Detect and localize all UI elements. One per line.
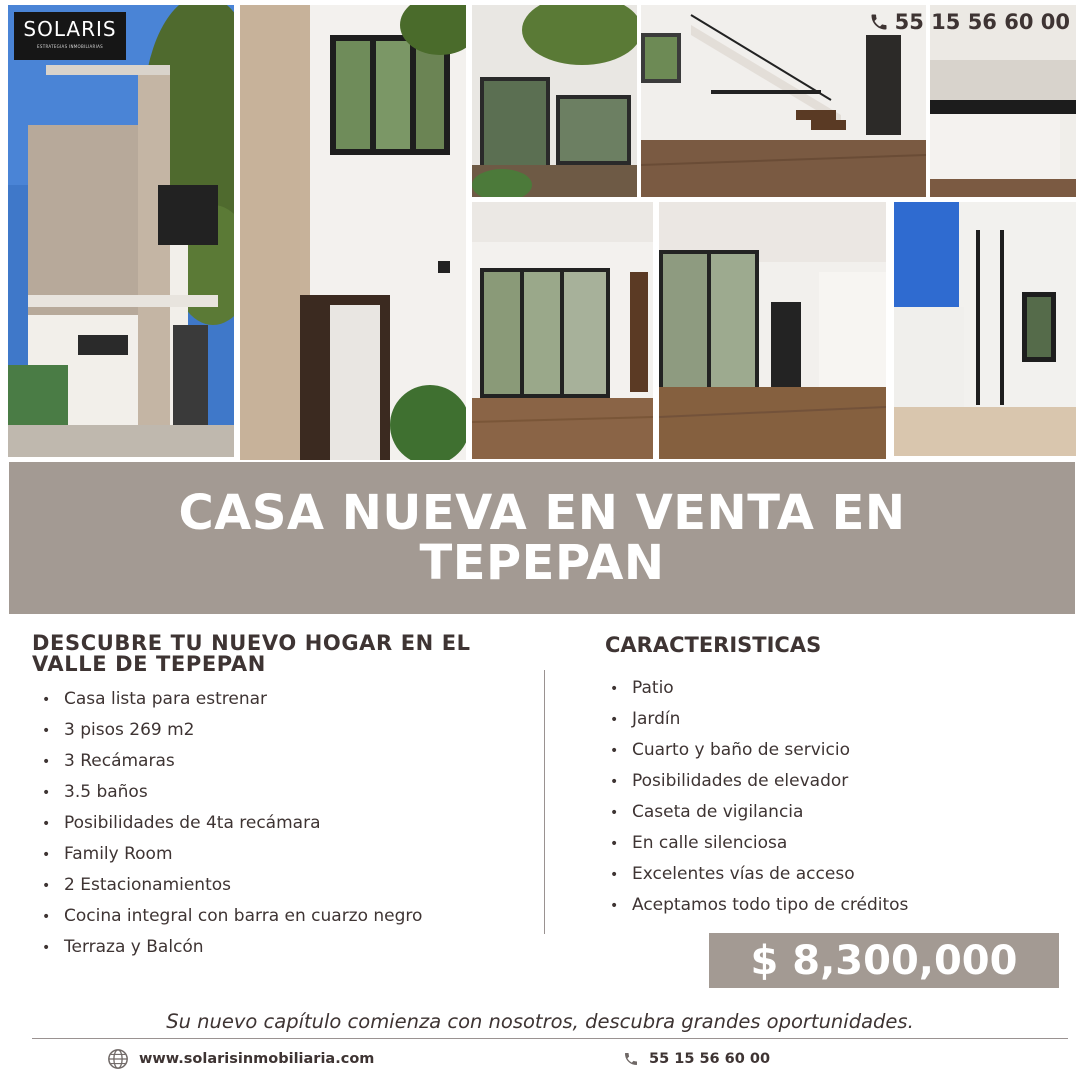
solaris-logo [14,12,126,60]
list-item: • Jardín [608,704,908,735]
top-phone-contact[interactable] [869,8,1070,36]
footer-website-link[interactable] [107,1046,374,1072]
listing-title: CASA NUEVA EN VENTA EN TEPEPAN [178,485,906,591]
website-url: www.solarisinmobiliaria.com [139,1051,375,1067]
list-item: • 2 Estacionamientos [40,870,422,901]
list-item: • Patio [608,673,908,704]
footer-phone-contact[interactable] [623,1046,770,1072]
right-feature-list [608,673,908,921]
logo-name: SOLARIS [23,17,117,41]
list-item: • Posibilidades de 4ta recámara [40,808,422,839]
right-column-heading: CARACTERISTICAS [605,633,822,657]
list-item: • Posibilidades de elevador [608,766,908,797]
list-item: • Terraza y Balcón [40,932,422,963]
list-item: • Cuarto y baño de servicio [608,735,908,766]
list-item: • Casa lista para estrenar [40,684,422,715]
column-divider [544,670,545,934]
tagline: Su nuevo capítulo comienza con nosotros, descubra grandes oportunidades. [166,1010,914,1033]
list-item: • 3 pisos 269 m2 [40,715,422,746]
price-badge [709,933,1059,988]
logo-subtitle: ESTRATEGIAS INMOBILIARIAS [37,44,103,49]
top-phone-number: 55 15 56 60 00 [894,10,1070,34]
list-item: • 3 Recámaras [40,746,422,777]
title-band [9,462,1075,614]
photo-living-room [472,202,653,459]
price-value: $ 8,300,000 [750,937,1018,984]
footer-phone-number: 55 15 56 60 00 [649,1051,771,1067]
globe-icon [107,1048,129,1070]
list-item: • Caseta de vigilancia [608,797,908,828]
list-item: • Aceptamos todo tipo de créditos [608,890,908,921]
left-column-heading: DESCUBRE TU NUEVO HOGAR EN EL VALLE DE TEPEPAN [32,631,471,676]
photo-terrace [894,202,1076,456]
list-item: • Family Room [40,839,422,870]
list-item: • Cocina integral con barra en cuarzo negro [40,901,422,932]
photo-exterior-facade [8,5,234,457]
photo-patio [472,5,637,197]
list-item: • Excelentes vías de acceso [608,859,908,890]
list-item: • En calle silenciosa [608,828,908,859]
footer-divider [32,1038,1068,1039]
phone-icon [869,12,889,32]
left-feature-list [40,684,422,963]
phone-icon [623,1051,639,1067]
photo-entrance [240,5,466,460]
list-item: • 3.5 baños [40,777,422,808]
photo-family-room [659,202,886,459]
